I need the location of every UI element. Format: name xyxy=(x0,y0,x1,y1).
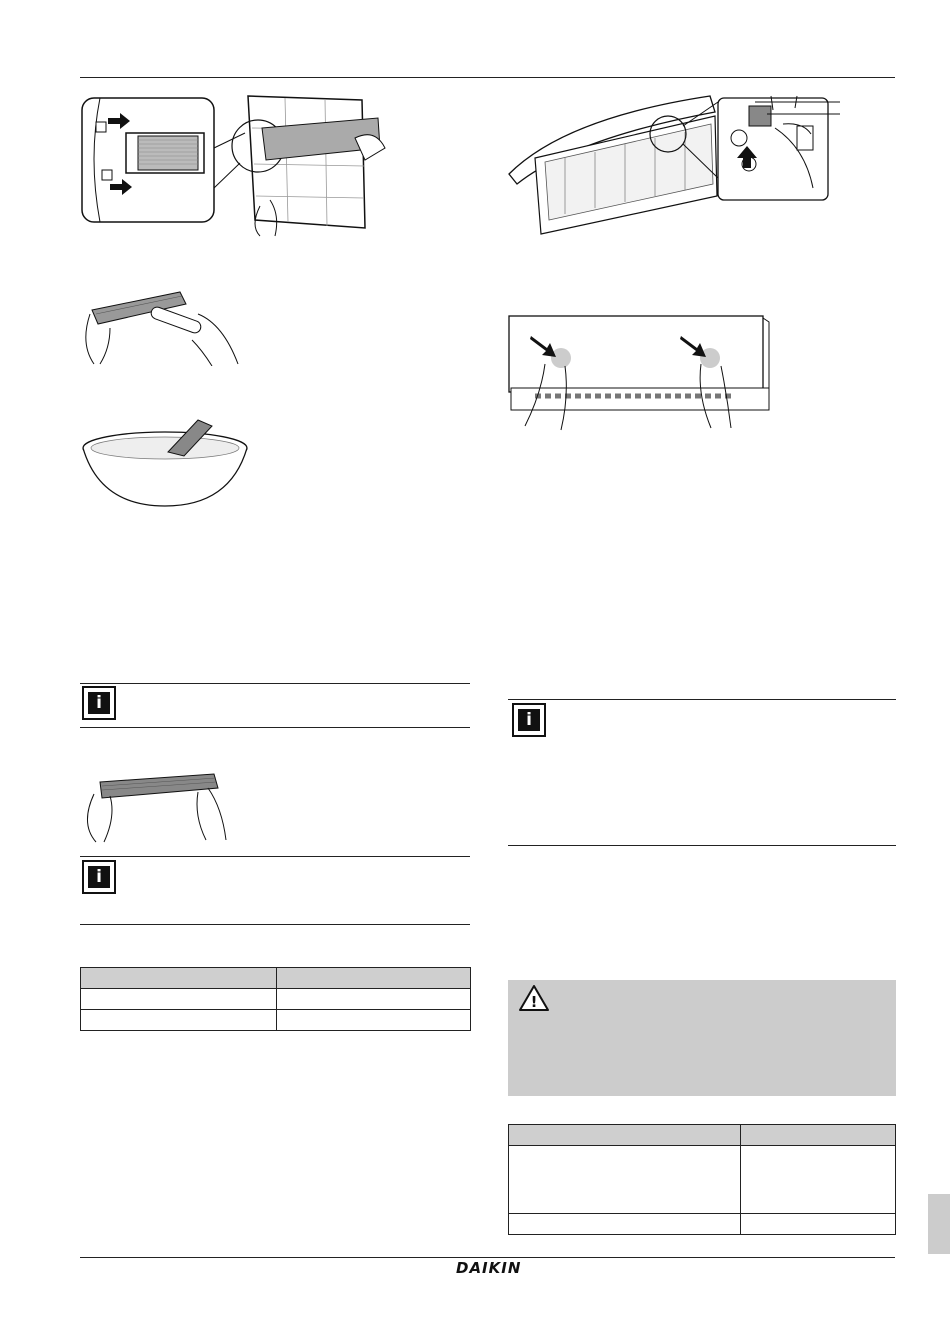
table-row xyxy=(81,989,471,1010)
footer-rule xyxy=(80,1257,895,1258)
open-panel-detail-illustration xyxy=(505,88,850,238)
info-icon: i xyxy=(82,860,116,894)
svg-text:!: ! xyxy=(530,993,538,1011)
warning-box xyxy=(508,980,896,1096)
right-table xyxy=(508,1124,896,1235)
table-row xyxy=(509,1146,896,1214)
filter-soaking-basin-illustration xyxy=(80,418,250,510)
header-rule xyxy=(80,77,895,78)
info-icon: i xyxy=(512,703,546,737)
filter-removal-illustration xyxy=(80,88,390,238)
info-box-1-bottom-rule xyxy=(80,727,470,728)
warning-icon xyxy=(518,984,550,1012)
chapter-tab xyxy=(928,1194,950,1254)
close-panel-illustration xyxy=(505,310,775,435)
filter-brush-cleaning-illustration xyxy=(80,284,240,366)
table-row xyxy=(81,968,471,989)
info-box-1-top-rule xyxy=(80,683,470,684)
filter-handling-illustration xyxy=(80,770,230,845)
info-box-3-bottom-rule xyxy=(508,845,896,846)
left-table xyxy=(80,967,471,1031)
info-box-2-bottom-rule xyxy=(80,924,470,925)
table-row xyxy=(509,1214,896,1235)
daikin-logo: DAIKIN xyxy=(456,1259,522,1277)
table-row xyxy=(509,1125,896,1146)
info-box-2-top-rule xyxy=(80,856,470,857)
info-box-3-top-rule xyxy=(508,699,896,700)
table-row xyxy=(81,1010,471,1031)
info-icon: i xyxy=(82,686,116,720)
